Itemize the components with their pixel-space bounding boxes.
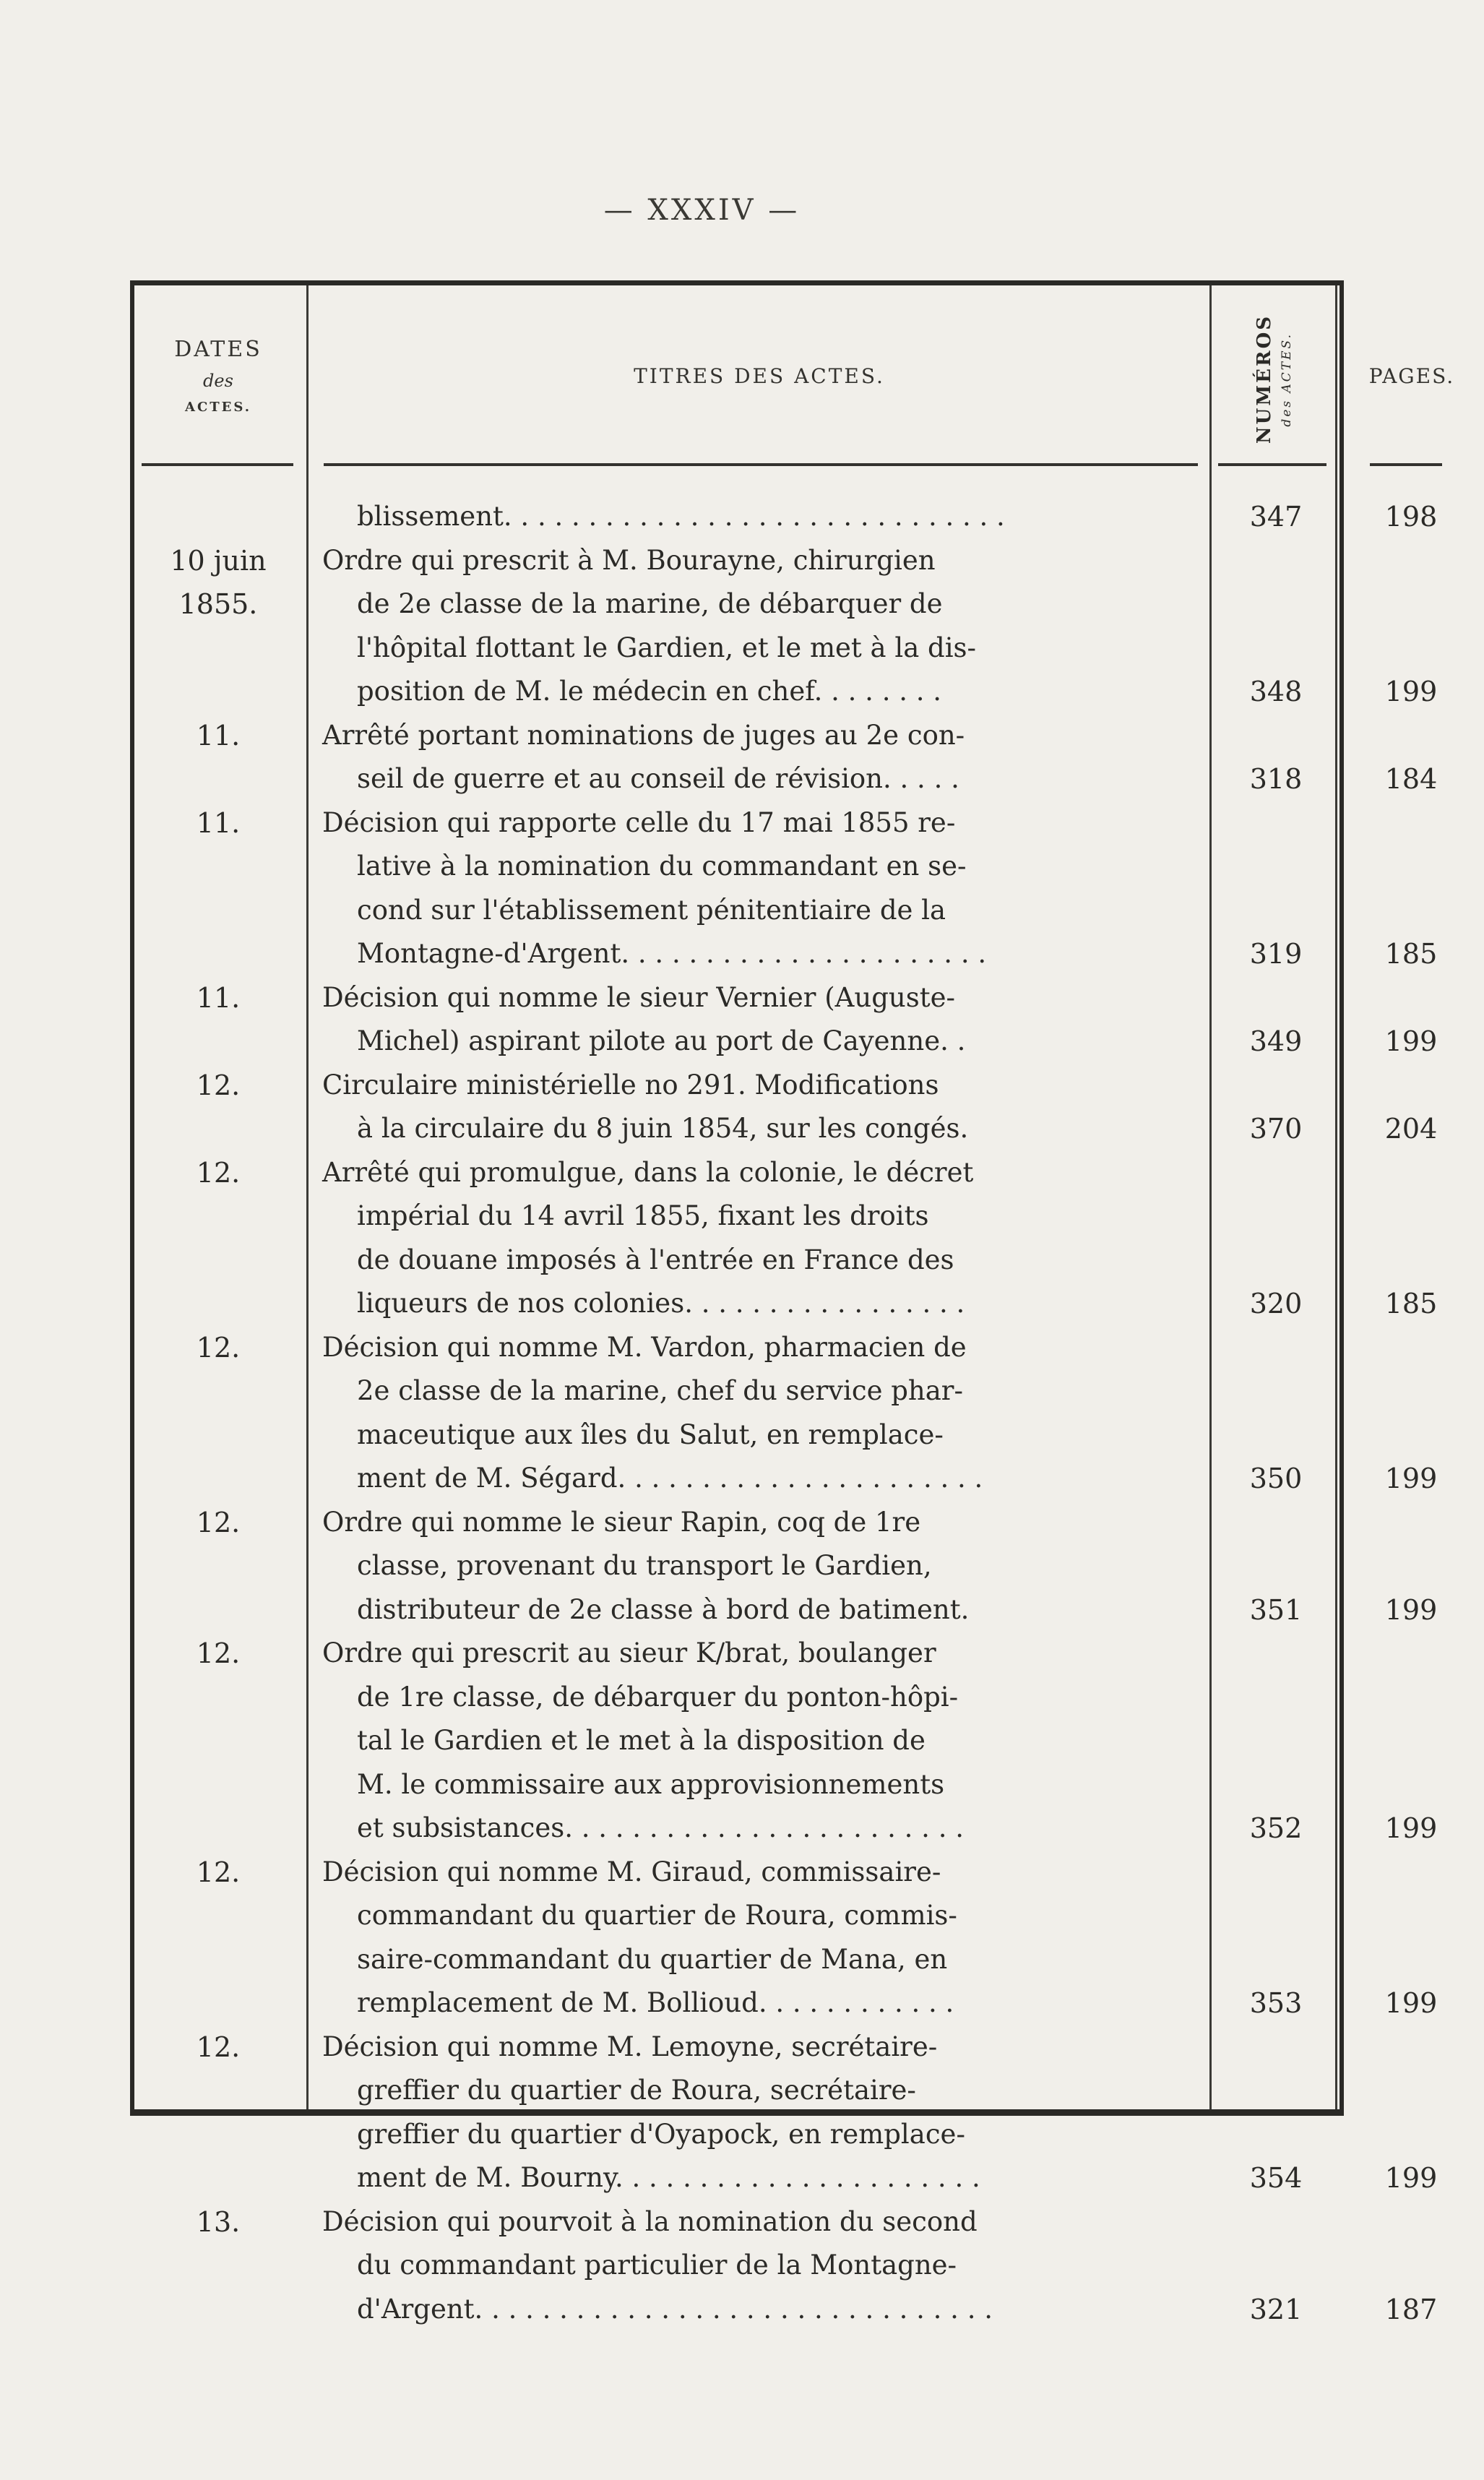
row-date-line: 12. [196, 2031, 241, 2063]
row-act-number: 354 [1249, 2162, 1303, 2194]
page-header: — XXXIV — [603, 194, 801, 227]
row-title-line: Décision qui nomme M. Vardon, pharmacien de [322, 1331, 967, 1363]
row-act-number: 347 [1249, 501, 1303, 533]
row-date [134, 2025, 302, 2069]
acts-table [130, 280, 1455, 2325]
row-date-line: 1855. [178, 587, 258, 620]
row-title-line: Décision qui nomme M. Giraud, commissaire- [322, 1856, 941, 1887]
row-date-line: 11. [196, 719, 241, 752]
row-title-line: 2e classe de la marine, chef du service phar- [357, 1375, 963, 1406]
row-date [134, 1632, 302, 1675]
row-page-number: 187 [1384, 2293, 1438, 2325]
row-title-line: Ordre qui prescrit au sieur K/brat, boulanger [322, 1637, 936, 1669]
row-title-line: greffier du quartier d'Oyapock, en remplace- [357, 2118, 965, 2150]
column-rule-numeros [1335, 285, 1337, 2109]
row-title [322, 801, 1206, 976]
row-title-line: Ordre qui nomme le sieur Rapin, coq de 1re [322, 1506, 921, 1538]
row-page-number: 199 [1384, 2162, 1438, 2194]
row-title-line: d'Argent. . . . . . . . . . . . . . . . . . . . . . . . . . . . . . . [357, 2293, 993, 2325]
row-title-line: Décision qui nomme le sieur Vernier (Auguste- [322, 981, 956, 1013]
row-date-line: 12. [196, 1506, 241, 1538]
row-title-line: Arrêté portant nominations de juges au 2e con- [322, 719, 965, 751]
row-title [322, 1326, 1206, 1501]
row-page-number: 199 [1384, 1987, 1438, 2019]
row-title-line: Décision qui pourvoit à la nomination du second [322, 2205, 978, 2237]
row-title [322, 1064, 1206, 1151]
row-act-number: 350 [1249, 1463, 1303, 1494]
row-date-line: 12. [196, 1856, 241, 1888]
row-title-line: commandant du quartier de Roura, commis- [357, 1900, 957, 1931]
row-title [322, 2025, 1206, 2200]
header-underline-titres [324, 463, 1198, 466]
row-title-line: Décision qui rapporte celle du 17 mai 1855 re- [322, 806, 956, 838]
row-act-number: 351 [1249, 1593, 1303, 1626]
row-title-line: Arrêté qui promulgue, dans la colonie, le décret [322, 1156, 974, 1188]
row-title-line: de douane imposés à l'entrée en France des [357, 1244, 954, 1275]
header-pages-label: PAGES. [1368, 363, 1455, 388]
row-title-line: tal le Gardien et le met à la disposition de [357, 1725, 926, 1756]
row-title-line: à la circulaire du 8 juin 1854, sur les congés. [357, 1113, 969, 1144]
row-title-line: Décision qui nomme M. Lemoyne, secrétaire- [322, 2031, 938, 2062]
row-date-line: 12. [196, 1156, 241, 1189]
row-title-line: de 1re classe, de débarquer du ponton-hôpi- [357, 1681, 959, 1713]
row-act-number: 320 [1249, 1288, 1303, 1319]
row-page-number: 199 [1384, 676, 1438, 707]
header-numeros-sub: des ACTES. [1280, 332, 1294, 427]
row-page-number: 185 [1384, 1288, 1438, 1319]
header-underline-numeros [1218, 463, 1326, 466]
row-date [134, 714, 302, 757]
row-title-line: du commandant particulier de la Montagne- [357, 2249, 957, 2281]
row-title [322, 976, 1206, 1064]
row-title-line: saire-commandant du quartier de Mana, en [357, 1943, 948, 1975]
header-titres [311, 285, 1207, 466]
header-titres-label: TITRES DES ACTES. [634, 363, 885, 388]
row-act-number: 319 [1249, 938, 1303, 970]
row-title-line: Montagne-d'Argent. . . . . . . . . . . . . . . . . . . . . . [357, 938, 987, 969]
row-title [322, 495, 1206, 539]
row-title-line: remplacement de M. Bollioud. . . . . . . . . . . . [357, 1987, 954, 2018]
row-title-line: Circulaire ministérielle no 291. Modifications [322, 1069, 939, 1101]
row-title [322, 714, 1206, 801]
row-title-line: et subsistances. . . . . . . . . . . . . . . . . . . . . . . . [357, 1812, 964, 1843]
row-title-line: Michel) aspirant pilote au port de Cayenne. . [357, 1025, 966, 1056]
row-date-line: 10 juin [170, 544, 267, 577]
row-page-number: 199 [1384, 1812, 1438, 1844]
header-underline-pages [1370, 463, 1442, 466]
row-title-line: greffier du quartier de Roura, secrétaire- [357, 2075, 916, 2106]
row-date [134, 976, 302, 1020]
row-title-line: l'hôpital flottant le Gardien, et le met à la dis- [357, 632, 977, 663]
row-date [134, 1151, 302, 1194]
header-underline-dates [142, 463, 293, 466]
row-page-number: 198 [1384, 501, 1438, 533]
row-act-number: 318 [1249, 763, 1303, 795]
row-title-line: seil de guerre et au conseil de révision. . . . . [357, 763, 959, 794]
row-act-number: 370 [1249, 1113, 1303, 1145]
row-date [134, 539, 302, 626]
row-title-line: liqueurs de nos colonies. . . . . . . . . . . . . . . . . [357, 1288, 965, 1319]
column-rule-dates [306, 285, 309, 2109]
row-date [134, 1501, 302, 1544]
row-title-line: position de M. le médecin en chef. . . . . . . . [357, 676, 942, 707]
header-dates-line3: ACTES. [184, 400, 252, 415]
row-title [322, 2200, 1206, 2332]
row-date [134, 1064, 302, 1107]
header-numeros-label: NUMÉROS [1254, 314, 1275, 444]
row-act-number: 353 [1249, 1987, 1303, 2019]
row-act-number: 321 [1249, 2293, 1303, 2325]
row-title [322, 1151, 1206, 1326]
row-title-line: distributeur de 2e classe à bord de batiment. [357, 1593, 970, 1625]
row-title-line: impérial du 14 avril 1855, fixant les droits [357, 1200, 929, 1231]
row-title [322, 1501, 1206, 1632]
row-title [322, 539, 1206, 714]
row-title-line: cond sur l'établissement pénitentiaire de la [357, 894, 946, 926]
column-rule-titres [1209, 285, 1212, 2109]
row-title-line: ment de M. Ségard. . . . . . . . . . . . . . . . . . . . . . [357, 1463, 983, 1494]
header-pages [1340, 285, 1484, 466]
row-title-line: lative à la nomination du commandant en se- [357, 851, 967, 882]
row-date-line: 12. [196, 1069, 241, 1101]
row-title-line: ment de M. Bourny. . . . . . . . . . . . . . . . . . . . . . [357, 2162, 980, 2193]
row-title-line: classe, provenant du transport le Gardien, [357, 1550, 932, 1581]
row-page-number: 185 [1384, 938, 1438, 970]
row-page-number: 199 [1384, 1025, 1438, 1057]
row-date [134, 2200, 302, 2244]
row-title-line: blissement. . . . . . . . . . . . . . . . . . . . . . . . . . . . . . [357, 501, 1005, 532]
row-act-number: 349 [1249, 1025, 1303, 1057]
row-title [322, 1632, 1206, 1851]
row-title [322, 1851, 1206, 2025]
row-date [134, 1326, 302, 1369]
header-dates-line1: DATES [174, 337, 262, 362]
header-numeros [1214, 293, 1334, 466]
row-date-line: 12. [196, 1331, 241, 1364]
row-date-line: 13. [196, 2205, 241, 2238]
row-date [134, 1851, 302, 1894]
row-date-line: 11. [196, 806, 241, 839]
row-title-line: de 2e classe de la marine, de débarquer de [357, 588, 943, 619]
header-dates-line2: des [203, 371, 233, 391]
row-page-number: 184 [1384, 763, 1438, 795]
row-page-number: 199 [1384, 1463, 1438, 1494]
row-title-line: Ordre qui prescrit à M. Bourayne, chirurgien [322, 544, 936, 576]
row-title-line: M. le commissaire aux approvisionnements [357, 1768, 945, 1800]
header-dates [134, 285, 302, 466]
row-date [134, 801, 302, 845]
row-act-number: 348 [1249, 676, 1303, 707]
row-page-number: 204 [1384, 1113, 1438, 1145]
row-act-number: 352 [1249, 1812, 1303, 1844]
row-title-line: maceutique aux îles du Salut, en remplace- [357, 1418, 944, 1450]
row-date-line: 11. [196, 981, 241, 1014]
row-page-number: 199 [1384, 1593, 1438, 1626]
row-date-line: 12. [196, 1637, 241, 1669]
